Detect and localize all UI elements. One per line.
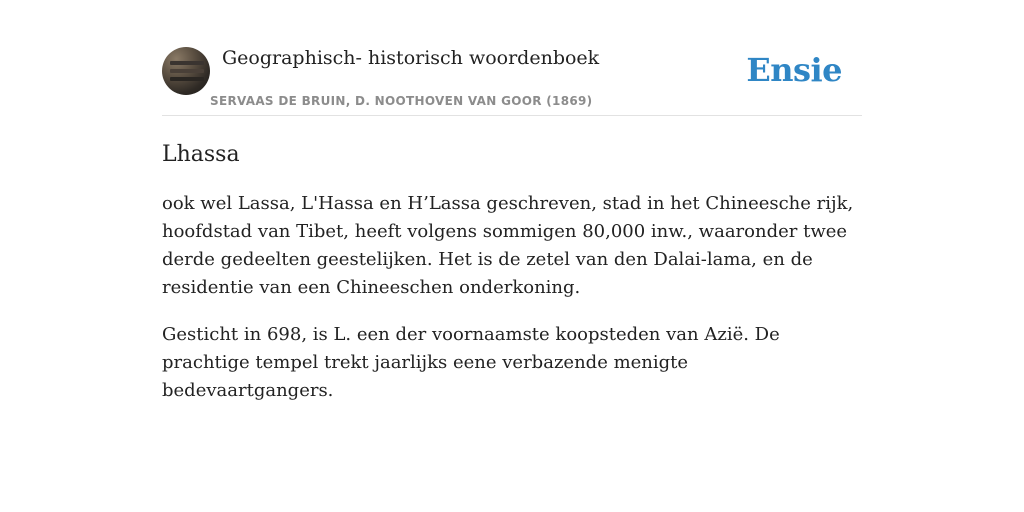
book-spine-icon [170, 61, 204, 65]
book-title[interactable]: Geographisch- historisch woordenboek [222, 47, 600, 69]
entry-paragraph: ook wel Lassa, L'Hassa en H’Lassa geschreven, stad in het Chineesche rijk, hoofdstad van Tibet, heeft volgens sommigen 80,000 inw., waaronder twee derde gedeelten geestelijken. Het is de zetel van den Dalai-lama, en de residentie van een Chineeschen onderkoning. [162, 193, 854, 298]
book-header [162, 47, 862, 116]
book-spine-icon [170, 69, 204, 73]
entry-title: Lhassa [162, 142, 240, 167]
entry-body [162, 190, 862, 405]
page [162, 0, 862, 405]
book-author: SERVAAS DE BRUIN, D. NOOTHOVEN VAN GOOR (1869) [210, 94, 593, 108]
entry-paragraph: Gesticht in 698, is L. een der voornaamste koopsteden van Azië. De prachtige tempel trekt jaarlijks eene verbazende menigte bedevaartgangers. [162, 324, 780, 401]
book-cover-avatar[interactable] [162, 47, 210, 95]
book-spine-icon [170, 77, 204, 81]
ensie-logo-link[interactable]: Ensie [746, 51, 842, 89]
